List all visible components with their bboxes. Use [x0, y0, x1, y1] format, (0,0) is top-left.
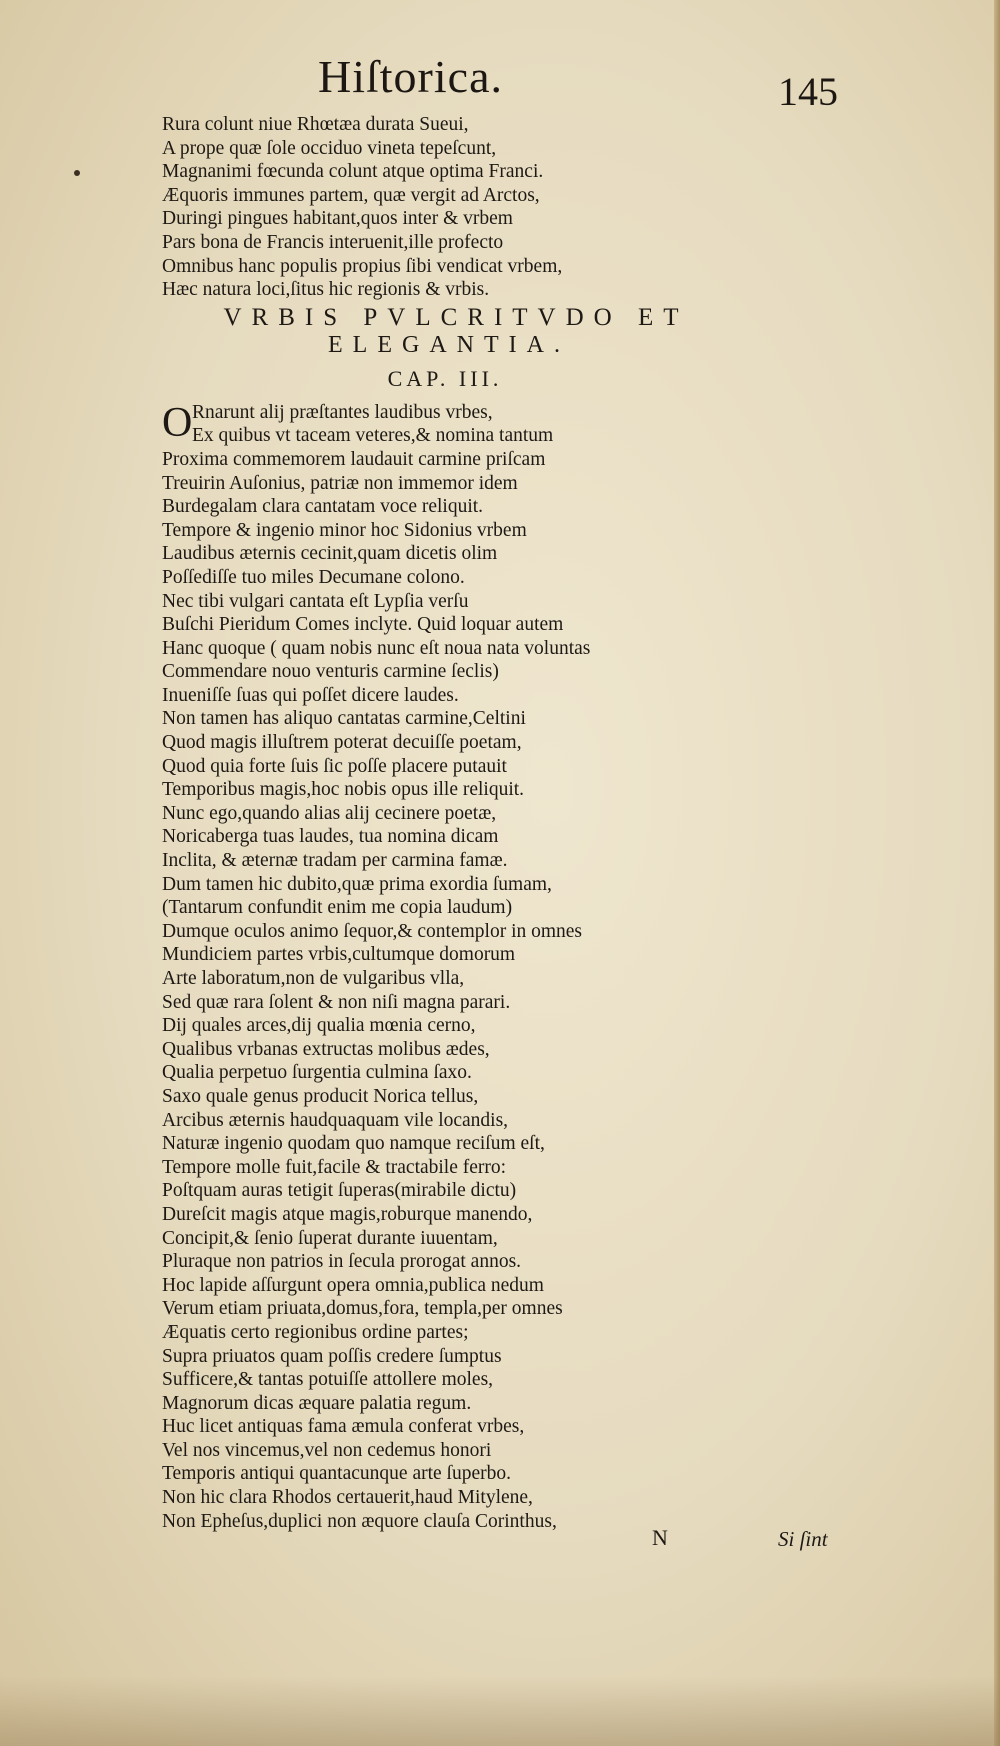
verse-line: Naturæ ingenio quodam quo namque reciſum eſt,: [162, 1133, 545, 1155]
verse-line: Arte laboratum,non de vulgaribus vlla,: [162, 968, 465, 989]
verse-line: Temporis antiqui quantacunque arte ſuperbo.: [162, 1463, 511, 1485]
poem-text-block: [162, 113, 722, 1533]
margin-mark: [74, 170, 80, 176]
verse-line: Rura colunt niue Rhœtæa durata Sueui,: [162, 114, 469, 135]
verse-line: Poſtquam auras tetigit ſuperas(mirabile dictu): [162, 1180, 517, 1202]
verse-line: Tempore & ingenio minor hoc Sidonius vrbem: [162, 519, 527, 541]
verse-line: Poſſediſſe tuo miles Decumane colono.: [162, 566, 465, 588]
verse-line: Quod magis illuſtrem poterat decuiſſe poetam,: [162, 732, 522, 754]
verse-line: Non tamen has aliquo cantatas carmine,Celtini: [162, 708, 526, 730]
verse-line: Arcibus æternis haudquaquam vile locandis,: [162, 1109, 509, 1131]
verse-line: Vel nos vincemus,vel non cedemus honori: [162, 1439, 492, 1461]
verse-line: Huc licet antiquas fama æmula conferat vrbes,: [162, 1416, 525, 1438]
verse-line: Laudibus æternis cecinit,quam dicetis olim: [162, 543, 498, 565]
chapter-verses: [162, 424, 722, 1533]
catchword: Si ſint: [778, 1527, 828, 1551]
running-title: Hiſtorica.: [318, 51, 503, 102]
verse-line: Mundiciem partes vrbis,cultumque domorum: [162, 944, 516, 966]
verse-line: Burdegalam clara cantatam voce reliquit.: [162, 496, 484, 518]
verse-line: Treuirin Auſonius, patriæ non immemor idem: [162, 472, 518, 494]
verse-line: Magnorum dicas æquare palatia regum.: [162, 1392, 472, 1414]
verse-line: Dureſcit magis atque magis,roburque manendo,: [162, 1203, 533, 1225]
verse-line: Hoc lapide aſſurgunt opera omnia,publica nedum: [162, 1274, 544, 1296]
verse-line: Tempore molle fuit,facile & tractabile ferro:: [162, 1156, 507, 1178]
verse-line: Saxo quale genus producit Norica tellus,: [162, 1085, 479, 1107]
verse-line: Proxima commemorem laudauit carmine priſcam: [162, 448, 546, 470]
chapter-number: CAP. III.: [387, 365, 503, 391]
first-verse-text: Rnarunt alij præſtantes laudibus vrbes,: [192, 401, 493, 423]
verse-line: Quod quia forte ſuis ſic poſſe placere putauit: [162, 755, 507, 777]
verse-line: Buſchi Pieridum Comes inclyte. Quid loquar autem: [162, 614, 564, 636]
verse-line: Æquatis certo regionibus ordine partes;: [162, 1321, 469, 1343]
verse-line: Non hic clara Rhodos certauerit,haud Mitylene,: [162, 1487, 533, 1509]
verse-line: Dumque oculos animo ſequor,& contemplor in omnes: [162, 920, 583, 942]
running-head: [0, 50, 1000, 114]
verse-line: Æquoris immunes partem, quæ vergit ad Arctos,: [162, 184, 540, 206]
verse-line: Magnanimi fœcunda colunt atque optima Franci.: [162, 161, 544, 183]
verse-line: Inclita, & æternæ tradam per carmina famæ.: [162, 850, 508, 872]
verse-line: Verum etiam priuata,domus,fora, templa,per omnes: [162, 1298, 563, 1320]
verse-line: Sufficere,& tantas potuiſſe attollere moles,: [162, 1369, 494, 1391]
page-bottom-shadow: [0, 1676, 1000, 1746]
verse-line: Pluraque non patrios in ſecula prorogat annos.: [162, 1251, 522, 1273]
chapter-heading-line-1: VRBIS PVLCRITVDO ET: [223, 303, 689, 331]
page-number: 145: [778, 69, 838, 114]
verse-line: Sed quæ rara ſolent & non niſi magna parari.: [162, 991, 511, 1013]
drop-cap: O: [162, 399, 193, 446]
signature-mark: N: [652, 1525, 668, 1550]
verse-line: Qualia perpetuo ſurgentia culmina ſaxo.: [162, 1062, 472, 1084]
opening-verses: [162, 113, 722, 302]
verse-line: Duringi pingues habitant,quos inter & vrbem: [162, 208, 513, 230]
verse-line: Temporibus magis,hoc nobis opus ille reliquit.: [162, 779, 525, 801]
verse-line: Hanc quoque ( quam nobis nunc eſt noua nata voluntas: [162, 637, 591, 659]
verse-line: Pars bona de Francis interuenit,ille profecto: [162, 231, 504, 253]
verse-line: Supra priuatos quam poſſis credere ſumptus: [162, 1345, 502, 1367]
verse-line: Qualibus vrbanas extructas molibus ædes,: [162, 1038, 490, 1060]
verse-line: Concipit,& ſenio ſuperat durante iuuentam,: [162, 1227, 498, 1249]
verse-line: Omnibus hanc populis propius ſibi vendicat vrbem,: [162, 255, 563, 277]
verse-line: Noricaberga tuas laudes, tua nomina dicam: [162, 826, 499, 848]
verse-line: Non Epheſus,duplici non æquore clauſa Corinthus,: [162, 1510, 557, 1532]
verse-line: Inueniſſe ſuas qui poſſet dicere laudes.: [162, 684, 459, 706]
verse-line: Ex quibus vt taceam veteres,& nomina tantum: [192, 425, 554, 447]
verse-line: Nunc ego,quando alias alij cecinere poetæ,: [162, 802, 497, 824]
verse-line: Hæc natura loci,ſitus hic regionis & vrbis.: [162, 279, 490, 301]
page-edge: [994, 0, 1000, 1746]
verse-line: Dum tamen hic dubito,quæ prima exordia ſumam,: [162, 873, 552, 895]
chapter-heading-line-2: ELEGANTIA.: [328, 331, 570, 358]
verse-line: (Tantarum confundit enim me copia laudum): [162, 897, 513, 919]
verse-line: Nec tibi vulgari cantata eſt Lypſia verſu: [162, 590, 469, 612]
verse-line: Dij quales arces,dij qualia mœnia cerno,: [162, 1015, 476, 1037]
verse-line: Commendare nouo venturis carmine ſeclis): [162, 661, 499, 683]
verse-line: A prope quæ ſole occiduo vineta tepeſcunt,: [162, 137, 497, 159]
